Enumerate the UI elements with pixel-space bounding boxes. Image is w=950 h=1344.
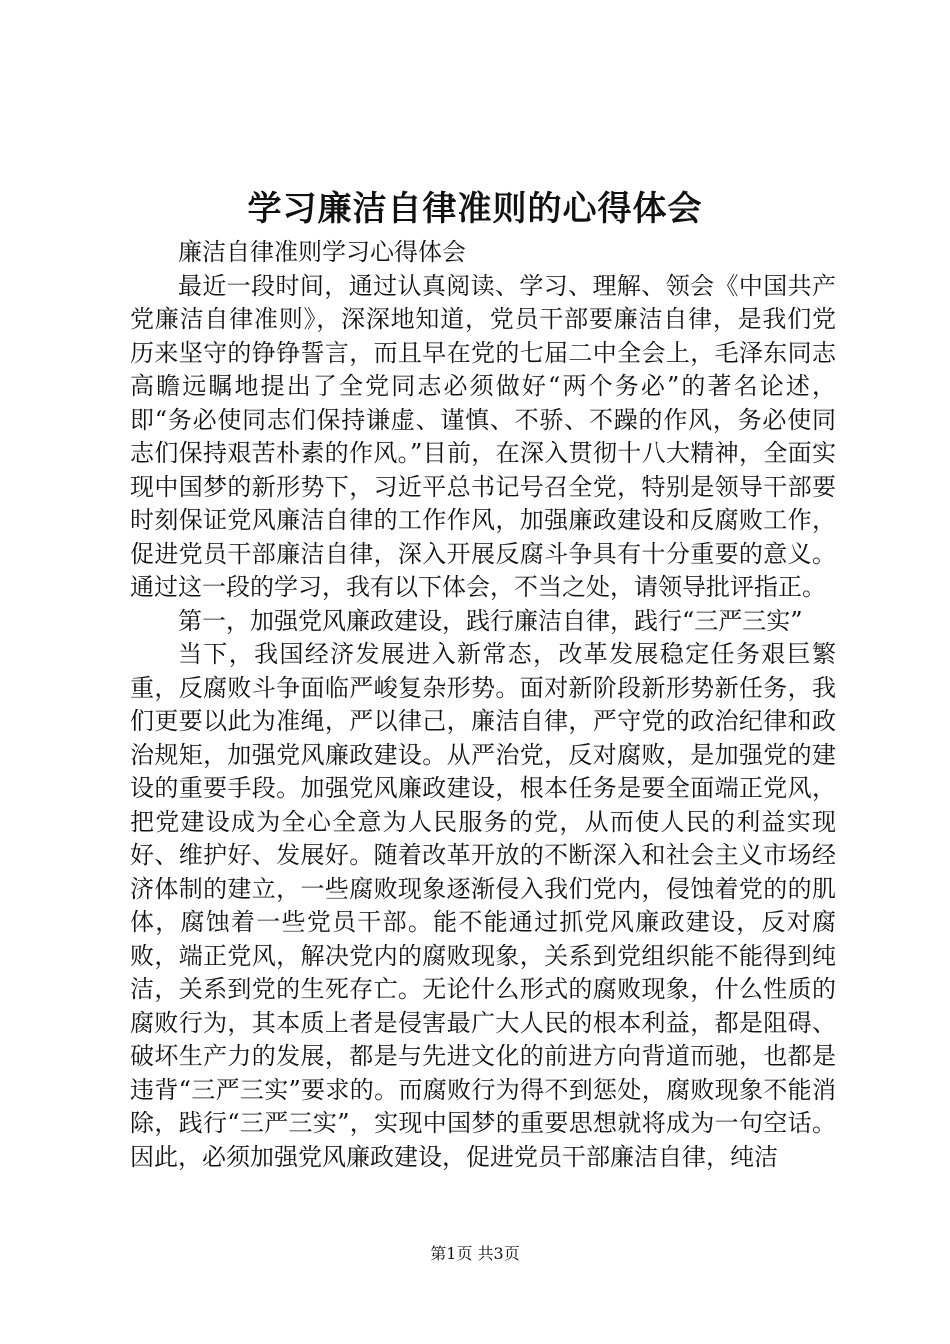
document-subtitle-paragraph: 廉洁自律准则学习心得体会 [178, 238, 466, 266]
section-body-paragraph: 当下，我国经济发展进入新常态，改革发展稳定任务艰巨繁重，反腐败斗争面临严峻复杂形势。面对新阶段新形势新任务，我们更要以此为准绳，严以律己，廉洁自律，严守党的政治纪律和政治规矩，加强党风廉政建设。从严治党，反对腐败，是加强党的建设的重要手段。加强党风廉政建设，根本任务是要全面端正党风，把党建设成为全心全意为人民服务的党，从而使人民的利益实现好、维护好、发展好。随着改革开放的不断深入和社会主义市场经济体制的建立，一些腐败现象逐渐侵入我们党内，侵蚀着党的的肌体，腐蚀着一些党员干部。能不能通过抓党风廉政建设，反对腐败，端正党风，解决党内的腐败现象，关系到党组织能不能得到纯洁，关系到党的生死存亡。无论什么形式的腐败现象，什么性质的腐败行为，其本质上者是侵害最广大人民的根本利益，都是阻碍、破坏生产力的发展，都是与先进文化的前进方向背道而驰，也都是违背“三严三实”要求的。而腐败行为得不到惩处，腐败现象不能消除，践行“三严三实”，实现中国梦的重要思想就将成为一句空话。因此，必须加强党风廉政建设，促进党员干部廉洁自律，纯洁 [130, 640, 836, 1171]
document-title: 学习廉洁自律准则的心得体会 [247, 189, 703, 229]
intro-paragraph: 最近一段时间，通过认真阅读、学习、理解、领会《中国共产党廉洁自律准则》，深深地知道，党员干部要廉洁自律，是我们党历来坚守的铮铮誓言，而且早在党的七届二中全会上，毛泽东同志高瞻远瞩地提出了全党同志必须做好“两个务必”的著名论述，即“务必使同志们保持谦虚、谨慎、不骄、不躁的作风，务必使同志们保持艰苦朴素的作风。”目前，在深入贯彻十八大精神，全面实现中国梦的新形势下，习近平总书记号召全党，特别是领导干部要时刻保证党风廉洁自律的工作作风，加强廉政建设和反腐败工作，促进党员干部廉洁自律，深入开展反腐斗争具有十分重要的意义。通过这一段的学习，我有以下体会，不当之处，请领导批评指正。 [130, 271, 836, 601]
page-footer: 第1页 共3页 [430, 1244, 520, 1263]
section-heading-paragraph: 第一，加强党风廉政建设，践行廉洁自律，践行“三严三实” [178, 606, 803, 635]
document-body [130, 236, 836, 1174]
